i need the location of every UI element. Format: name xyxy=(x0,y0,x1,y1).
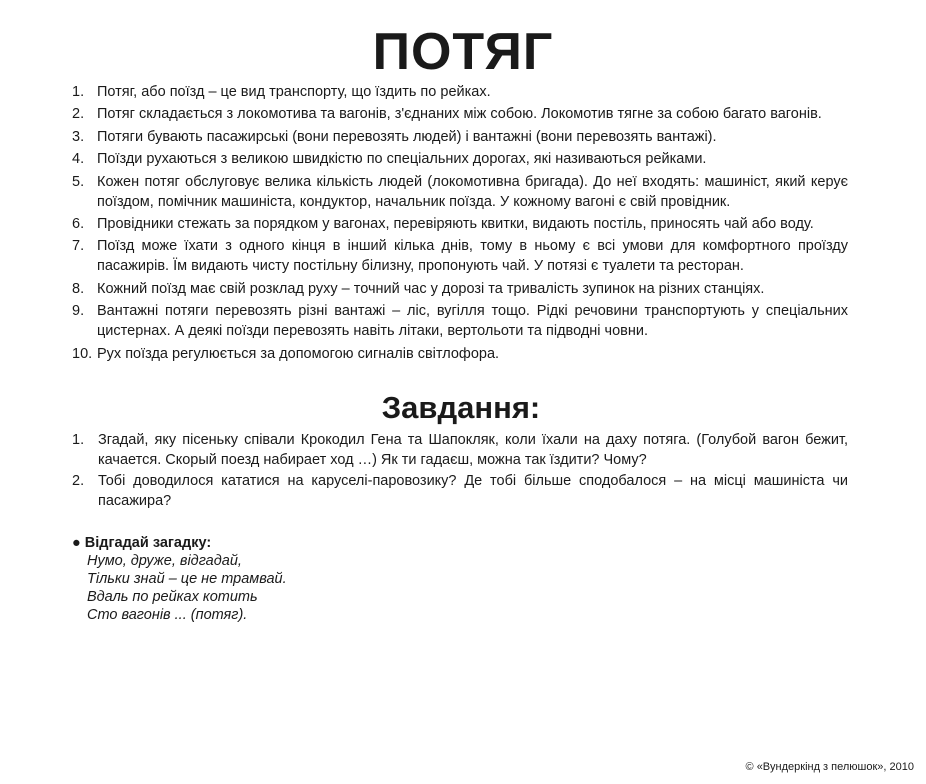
list-item xyxy=(72,471,848,511)
page-title: ПОТЯГ xyxy=(372,23,554,81)
list-item xyxy=(72,344,848,364)
riddle-line: Сто вагонів ... (потяг). xyxy=(87,607,248,623)
item-text: Згадай, яку пісеньку співали Крокодил Гена та Шапокляк, коли їхали на даху потяга. (Голубой вагон бежит, качается. Скорый поезд набирает ход …) Як ти гадаєш, можна так їздити? Чому? xyxy=(98,432,848,468)
item-number: 1. xyxy=(72,432,85,448)
list-item xyxy=(72,172,848,212)
item-number: 6. xyxy=(72,215,85,232)
item-text: Рух поїзда регулюється за допомогою сигналів світлофора. xyxy=(97,345,500,362)
list-item xyxy=(72,149,848,169)
item-number: 10. xyxy=(72,345,93,362)
item-text: Поїзд може їхати з одного кінця в інший кілька днів, тому в ньому є всі умови для комфортного проїзду пасажирів. Їм видають чисту постільну білизну, пропонують чай. У потязі є туалети та ресторан. xyxy=(97,238,848,275)
riddle-block xyxy=(72,534,287,624)
riddle-line: Тільки знай – це не трамвай. xyxy=(87,571,287,587)
item-text: Потяг складається з локомотива та вагонів, з'єднаних між собою. Локомотив тягне за собою багато вагонів. xyxy=(97,106,822,123)
item-number: 2. xyxy=(72,106,85,123)
item-number: 7. xyxy=(72,238,85,255)
riddle-heading xyxy=(72,534,287,552)
item-number: 2. xyxy=(72,473,85,489)
item-text: Поїзди рухаються з великою швидкістю по спеціальних дорогах, які називаються рейками. xyxy=(97,151,707,168)
item-number: 1. xyxy=(72,84,85,100)
list-item xyxy=(72,236,848,276)
item-text: Вантажні потяги перевозять різні вантажі – ліс, вугілля тощо. Рідкі речовини транспортують у спеціальних цистернах. А деякі поїзди перевозять навіть літаки, вертольоти та підводні човни. xyxy=(97,303,848,340)
bullet-icon: ● xyxy=(72,535,81,551)
riddle-heading-text: Відгадай загадку: xyxy=(84,535,212,551)
riddle-line: Нумо, друже, відгадай, xyxy=(87,553,242,569)
riddle-line: Вдаль по рейках котить xyxy=(87,589,258,605)
item-text: Кожний поїзд має свій розклад руху – точний час у дорозі та тривалість зупинок на різних станціях. xyxy=(97,280,765,297)
tasks-heading: Завдання: xyxy=(381,390,541,425)
item-number: 3. xyxy=(72,128,85,145)
copyright-footer: © «Вундеркінд з пелюшок», 2010 xyxy=(745,761,914,773)
list-item xyxy=(72,430,848,470)
item-text: Провідники стежать за порядком у вагонах, перевіряють квитки, видають постіль, приносять чай або воду. xyxy=(97,215,814,232)
list-item xyxy=(72,82,848,102)
list-item xyxy=(72,279,848,299)
item-number: 8. xyxy=(72,280,85,297)
item-number: 4. xyxy=(72,151,85,168)
item-text: Потяг, або поїзд – це вид транспорту, що їздить по рейках. xyxy=(97,84,491,100)
facts-list xyxy=(72,82,848,366)
list-item xyxy=(72,104,848,124)
list-item xyxy=(72,214,848,234)
list-item xyxy=(72,127,848,147)
item-text: Кожен потяг обслуговує велика кількість людей (локомотивна бригада). До неї входять: машиніст, який керує поїздом, помічник машиніста, кондуктор, начальник поїзда. У кожному вагоні є свій провідник. xyxy=(97,173,848,210)
item-text: Потяги бувають пасажирські (вони перевозять людей) і вантажні (вони перевозять вантажі). xyxy=(97,128,717,145)
item-text: Тобі доводилося кататися на каруселі-паровозику? Де тобі більше сподобалося – на місці машиніста чи пасажира? xyxy=(98,473,848,509)
tasks-list xyxy=(72,430,848,512)
list-item xyxy=(72,301,848,341)
item-number: 5. xyxy=(72,173,85,190)
item-number: 9. xyxy=(72,303,85,320)
